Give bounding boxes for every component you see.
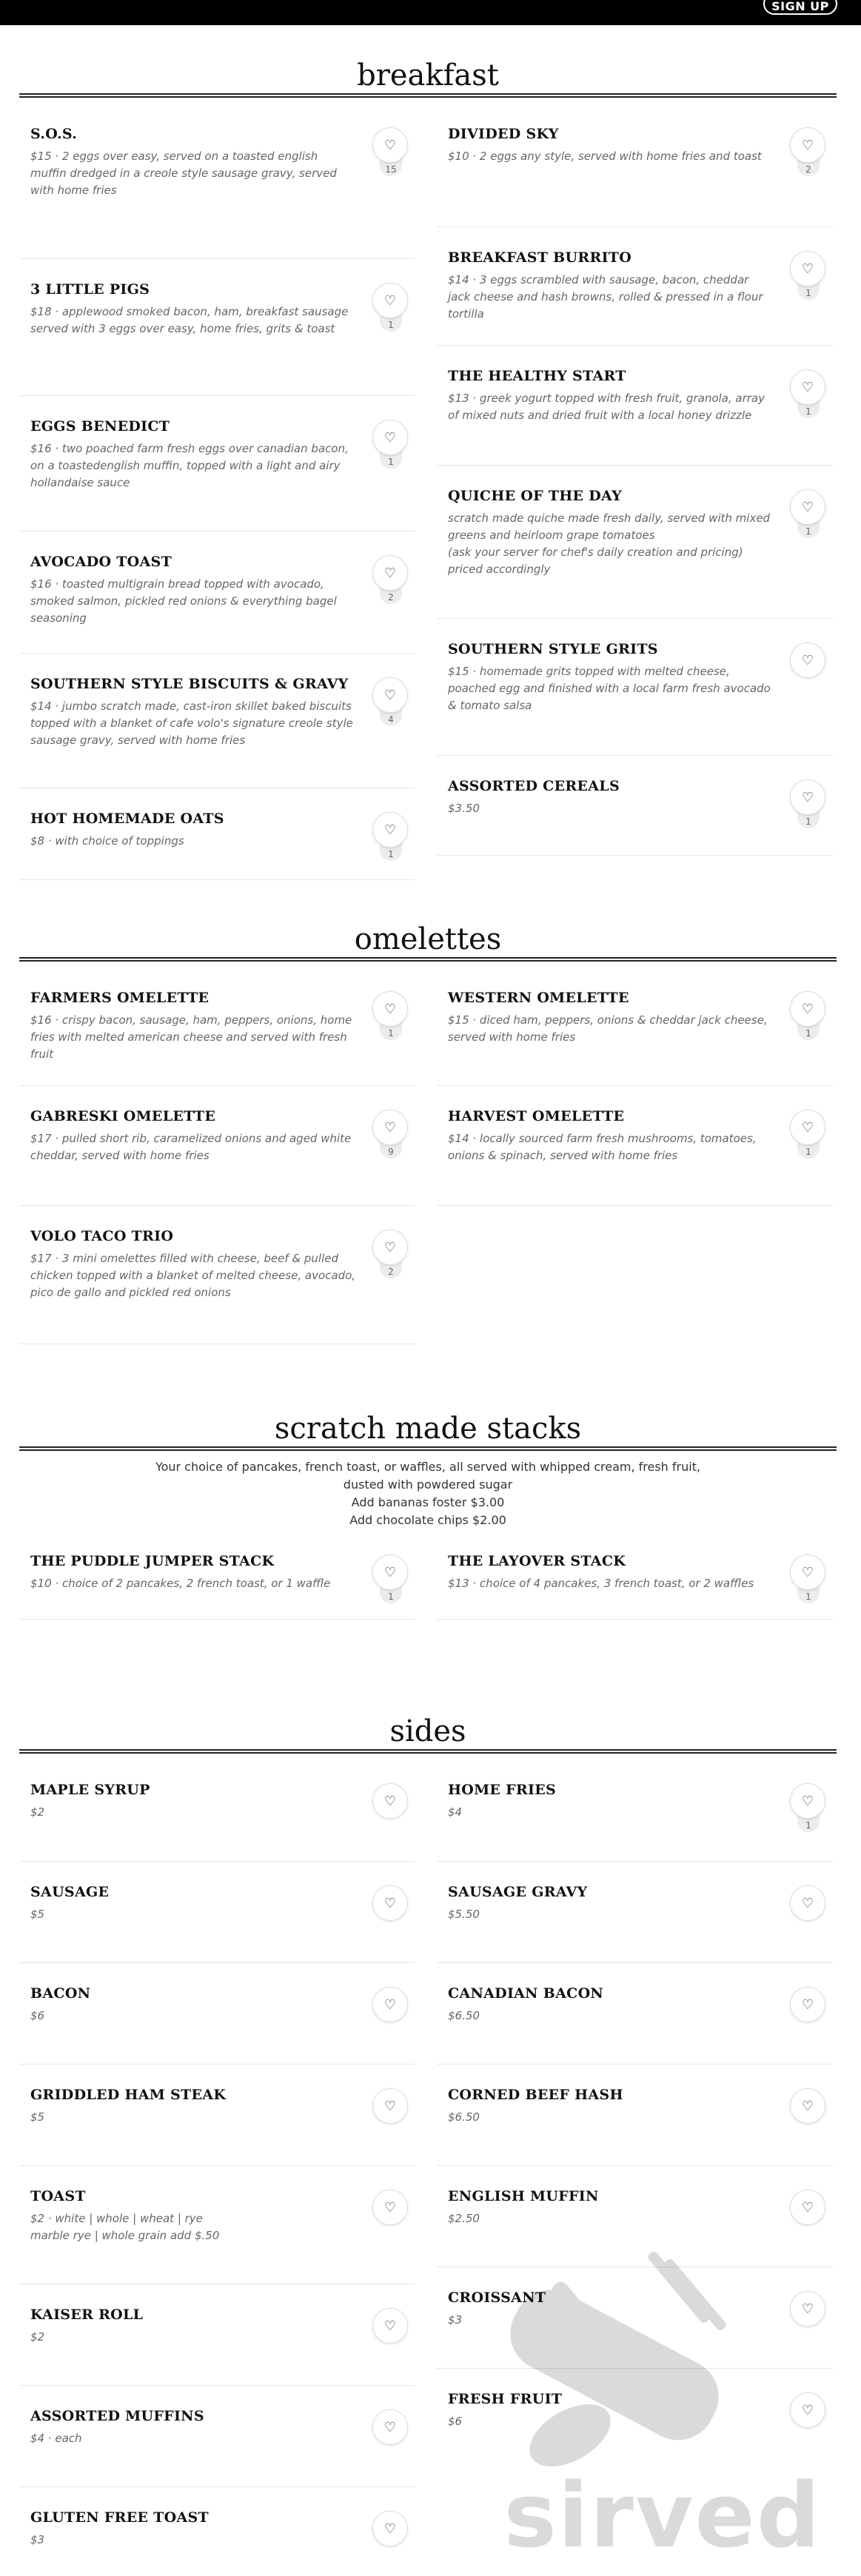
item-description: $3 xyxy=(30,2533,45,2546)
menu-item[interactable] xyxy=(437,619,833,756)
menu-item[interactable] xyxy=(437,1963,833,2065)
item-description: $8 · with choice of toppings xyxy=(30,834,184,848)
item-name: ASSORTED CEREALS xyxy=(448,778,620,794)
item-description: $4 · each xyxy=(30,2432,82,2445)
section-title: omelettes xyxy=(354,922,502,956)
item-name: QUICHE OF THE DAY xyxy=(448,488,622,504)
item-name: 3 LITTLE PIGS xyxy=(30,281,150,298)
sign-up-button[interactable]: SIGN UP xyxy=(763,0,837,15)
heart-icon[interactable]: ♡ xyxy=(372,420,408,455)
item-description: $4 xyxy=(448,1805,463,1819)
menu-item[interactable] xyxy=(437,1782,833,1862)
heart-icon[interactable]: ♡ xyxy=(372,2088,408,2124)
item-description: $14 · jumbo scratch made, cast-iron skillet baked biscuits topped with a blanket of cafe volo's signature creole style sausage gravy, served with home fries xyxy=(30,700,353,747)
menu-column-left xyxy=(19,1782,415,2576)
item-name: BACON xyxy=(30,1985,91,2002)
heart-icon[interactable]: ♡ xyxy=(372,1783,408,1819)
menu-item[interactable] xyxy=(19,1086,415,1206)
favorite-count: 1 xyxy=(797,395,820,418)
item-description: $17 · pulled short rib, caramelized onions and aged white cheddar, served with home fries xyxy=(30,1132,352,1162)
heart-icon[interactable]: ♡ xyxy=(372,1885,408,1921)
menu-item[interactable] xyxy=(437,756,833,856)
heart-icon[interactable]: ♡ xyxy=(790,2392,825,2428)
item-name: FARMERS OMELETTE xyxy=(30,990,210,1006)
item-description: $5.50 xyxy=(448,1908,480,1921)
section-omelettes xyxy=(19,922,837,1336)
heart-icon[interactable]: ♡ xyxy=(372,283,408,318)
item-description: $3 xyxy=(448,2313,463,2327)
menu-item[interactable] xyxy=(437,346,833,466)
item-description: $2 xyxy=(30,2330,45,2344)
menu-column-right xyxy=(437,1782,833,2465)
heart-icon[interactable]: ♡ xyxy=(372,555,408,591)
menu-item[interactable] xyxy=(19,1862,415,1963)
menu-item[interactable] xyxy=(19,396,415,531)
menu-column-left xyxy=(19,990,415,1344)
item-name: KAISER ROLL xyxy=(30,2307,144,2323)
item-name: THE HEALTHY START xyxy=(448,368,626,384)
item-description: $16 · crispy bacon, sausage, ham, peppers, onions, home fries with melted american cheese and served with fresh fruit xyxy=(30,1013,352,1061)
heart-icon[interactable]: ♡ xyxy=(372,2190,408,2225)
heart-icon[interactable]: ♡ xyxy=(790,489,825,525)
item-name: HARVEST OMELETTE xyxy=(448,1108,625,1124)
heart-icon[interactable]: ♡ xyxy=(790,251,825,286)
item-name: GABRESKI OMELETTE xyxy=(30,1108,216,1124)
favorite-count: 1 xyxy=(797,514,820,538)
item-description: $15 · diced ham, peppers, onions & cheddar jack cheese, served with home fries xyxy=(448,1013,768,1044)
item-name: THE PUDDLE JUMPER STACK xyxy=(30,1553,275,1569)
favorite-count: 1 xyxy=(797,1016,820,1040)
menu-item[interactable] xyxy=(19,990,415,1086)
menu-item[interactable] xyxy=(19,788,415,880)
item-name: SAUSAGE xyxy=(30,1884,110,1900)
menu-item[interactable] xyxy=(437,1862,833,1963)
heart-icon[interactable]: ♡ xyxy=(372,812,408,848)
favorite-count: 1 xyxy=(380,308,402,332)
item-name: HOT HOMEMADE OATS xyxy=(30,811,224,827)
section-breakfast xyxy=(19,58,837,859)
item-description: $6.50 xyxy=(448,2110,480,2124)
section-title: sides xyxy=(389,1714,466,1748)
heart-icon[interactable]: ♡ xyxy=(790,2190,825,2225)
menu-item[interactable] xyxy=(437,990,833,1086)
favorite-count: 1 xyxy=(380,445,402,469)
menu-column-left xyxy=(19,126,415,880)
heart-icon[interactable]: ♡ xyxy=(790,1885,825,1921)
menu-item[interactable] xyxy=(19,2487,415,2576)
favorite-count: 1 xyxy=(797,1135,820,1158)
item-description: $18 · applewood smoked bacon, ham, breakfast sausage served with 3 eggs over easy, home fries, grits & toast xyxy=(30,305,349,335)
heart-icon[interactable]: ♡ xyxy=(372,2409,408,2445)
item-name: EGGS BENEDICT xyxy=(30,418,170,435)
item-name: SOUTHERN STYLE BISCUITS & GRAVY xyxy=(30,676,349,692)
menu-item[interactable] xyxy=(19,531,415,654)
heart-icon[interactable]: ♡ xyxy=(372,1987,408,2022)
favorite-count: 4 xyxy=(380,702,402,726)
heart-icon[interactable]: ♡ xyxy=(790,991,825,1027)
item-description: $2.50 xyxy=(448,2212,480,2225)
item-description: $13 · greek yogurt topped with fresh fruit, granola, array of mixed nuts and dried fruit with a local honey drizzle xyxy=(448,392,765,422)
menu-column-right xyxy=(437,1553,833,1620)
section-title: breakfast xyxy=(357,58,499,93)
favorite-count: 2 xyxy=(380,580,402,604)
heart-icon[interactable]: ♡ xyxy=(790,369,825,405)
menu-item[interactable] xyxy=(437,126,833,227)
heart-icon[interactable]: ♡ xyxy=(790,779,825,815)
favorite-count: 15 xyxy=(380,152,402,176)
item-name: GLUTEN FREE TOAST xyxy=(30,2509,209,2526)
heart-icon[interactable]: ♡ xyxy=(790,1987,825,2022)
favorite-count: 1 xyxy=(797,276,820,300)
section-title: scratch made stacks xyxy=(274,1412,582,1446)
menu-item[interactable] xyxy=(437,2369,833,2465)
item-description: $16 · two poached farm fresh eggs over canadian bacon, on a toastedenglish muffin, topped with a light and airy hollandaise sauce xyxy=(30,442,349,489)
menu-column-right xyxy=(437,990,833,1206)
item-description: $3.50 xyxy=(448,802,480,815)
item-description: $5 xyxy=(30,1908,45,1921)
heart-icon[interactable]: ♡ xyxy=(790,1110,825,1145)
section-divider xyxy=(19,1749,837,1754)
section-divider xyxy=(19,1446,837,1451)
section-sides xyxy=(19,1714,837,2560)
item-name: CANADIAN BACON xyxy=(448,1985,604,2002)
favorite-count: 1 xyxy=(797,1580,820,1603)
item-description: $10 · 2 eggs any style, served with home fries and toast xyxy=(448,150,762,163)
item-name: WESTERN OMELETTE xyxy=(448,990,629,1006)
favorite-count: 1 xyxy=(380,1580,402,1603)
section-divider xyxy=(19,93,837,98)
heart-icon[interactable]: ♡ xyxy=(372,2308,408,2344)
favorite-count: 1 xyxy=(380,837,402,861)
heart-icon[interactable]: ♡ xyxy=(790,127,825,163)
favorite-count: 2 xyxy=(797,152,820,176)
heart-icon[interactable]: ♡ xyxy=(372,1554,408,1590)
menu-item[interactable] xyxy=(437,1086,833,1206)
heart-icon[interactable]: ♡ xyxy=(372,127,408,163)
item-name: CROISSANT xyxy=(448,2290,546,2306)
item-description: $15 · 2 eggs over easy, served on a toasted english muffin dredged in a creole style sausage gravy, served with home fries xyxy=(30,150,337,197)
item-description: $10 · choice of 2 pancakes, 2 french toast, or 1 waffle xyxy=(30,1577,331,1590)
menu-item[interactable] xyxy=(19,126,415,259)
menu-item[interactable] xyxy=(19,1206,415,1344)
heart-icon[interactable]: ♡ xyxy=(790,643,825,678)
item-description: $14 · locally sourced farm fresh mushrooms, tomatoes, onions & spinach, served with home fries xyxy=(448,1132,757,1162)
menu-column-right xyxy=(437,126,833,856)
item-name: BREAKFAST BURRITO xyxy=(448,249,632,266)
item-description: $6.50 xyxy=(448,2009,480,2022)
section-divider xyxy=(19,957,837,962)
item-name: ENGLISH MUFFIN xyxy=(448,2188,599,2204)
item-description: $15 · homemade grits topped with melted cheese, poached egg and finished with a local farm fresh avocado & tomato salsa xyxy=(448,665,771,712)
heart-icon[interactable]: ♡ xyxy=(372,677,408,713)
menu-item[interactable] xyxy=(19,654,415,788)
favorite-count: 9 xyxy=(380,1135,402,1158)
item-name: HOME FRIES xyxy=(448,1782,557,1798)
heart-icon[interactable]: ♡ xyxy=(790,1783,825,1819)
menu-item[interactable] xyxy=(19,2386,415,2487)
item-name: S.O.S. xyxy=(30,126,78,142)
item-description: scratch made quiche made fresh daily, served with mixed greens and heirloom grape tomatoes (ask your server for chef's daily creation and pricing) priced accordingly xyxy=(448,511,771,576)
item-description: $17 · 3 mini omelettes filled with cheese, beef & pulled chicken topped with a blanket of melted cheese, avocado, pico de gallo and pickled red onions xyxy=(30,1252,356,1299)
section-stacks xyxy=(19,1411,837,1648)
heart-icon[interactable]: ♡ xyxy=(372,1230,408,1265)
menu-item[interactable] xyxy=(437,466,833,619)
menu-item[interactable] xyxy=(19,2284,415,2386)
menu-item[interactable] xyxy=(19,1782,415,1862)
menu-item[interactable] xyxy=(437,1553,833,1620)
item-description: $13 · choice of 4 pancakes, 3 french toast, or 2 waffles xyxy=(448,1577,754,1590)
item-name: GRIDDLED HAM STEAK xyxy=(30,2087,227,2103)
heart-icon[interactable]: ♡ xyxy=(790,2088,825,2124)
watermark-text: sirved xyxy=(503,2465,822,2568)
menu-item[interactable] xyxy=(437,2166,833,2267)
item-description: $2 · white | whole | wheat | rye marble rye | whole grain add $.50 xyxy=(30,2212,220,2242)
item-name: FRESH FRUIT xyxy=(448,2391,563,2407)
menu-column-left xyxy=(19,1553,415,1620)
menu-item[interactable] xyxy=(19,2065,415,2166)
item-name: MAPLE SYRUP xyxy=(30,1782,150,1798)
favorite-count: 2 xyxy=(380,1255,402,1278)
item-name: CORNED BEEF HASH xyxy=(448,2087,623,2103)
item-name: TOAST xyxy=(30,2188,86,2204)
menu-item[interactable] xyxy=(19,259,415,396)
top-nav-bar xyxy=(0,0,861,25)
section-note: Your choice of pancakes, french toast, or waffles, all served with whipped cream, fresh fruit, dusted with powdered sugar Add bananas foster $3.00 Add chocolate chips $2.00 xyxy=(155,1460,701,1527)
item-name: THE LAYOVER STACK xyxy=(448,1553,626,1569)
item-name: ASSORTED MUFFINS xyxy=(30,2408,204,2424)
menu-item[interactable] xyxy=(437,2267,833,2369)
item-description: $2 xyxy=(30,1805,45,1819)
heart-icon[interactable]: ♡ xyxy=(372,991,408,1027)
item-description: $16 · toasted multigrain bread topped with avocado, smoked salmon, pickled red onions & everything bagel seasoning xyxy=(30,577,337,625)
favorite-count: 1 xyxy=(797,1808,820,1832)
favorite-count: 1 xyxy=(380,1016,402,1040)
menu-item[interactable] xyxy=(19,1553,415,1620)
item-description: $5 xyxy=(30,2110,45,2124)
heart-icon[interactable]: ♡ xyxy=(372,1110,408,1145)
menu-item[interactable] xyxy=(437,2065,833,2166)
menu-item[interactable] xyxy=(19,2166,415,2284)
item-name: DIVIDED SKY xyxy=(448,126,559,142)
heart-icon[interactable]: ♡ xyxy=(790,2291,825,2327)
heart-icon[interactable]: ♡ xyxy=(790,1554,825,1590)
item-name: AVOCADO TOAST xyxy=(30,554,172,570)
item-description: $6 xyxy=(30,2009,45,2022)
menu-item[interactable] xyxy=(19,1963,415,2065)
item-name: SOUTHERN STYLE GRITS xyxy=(448,641,658,657)
item-description: $6 xyxy=(448,2415,463,2428)
heart-icon[interactable]: ♡ xyxy=(372,2511,408,2546)
menu-item[interactable] xyxy=(437,227,833,346)
item-description: $14 · 3 eggs scrambled with sausage, bacon, cheddar jack cheese and hash browns, rolled & pressed in a flour tortilla xyxy=(448,273,763,321)
item-name: VOLO TACO TRIO xyxy=(30,1228,174,1244)
item-name: SAUSAGE GRAVY xyxy=(448,1884,588,1900)
favorite-count: 1 xyxy=(797,805,820,828)
